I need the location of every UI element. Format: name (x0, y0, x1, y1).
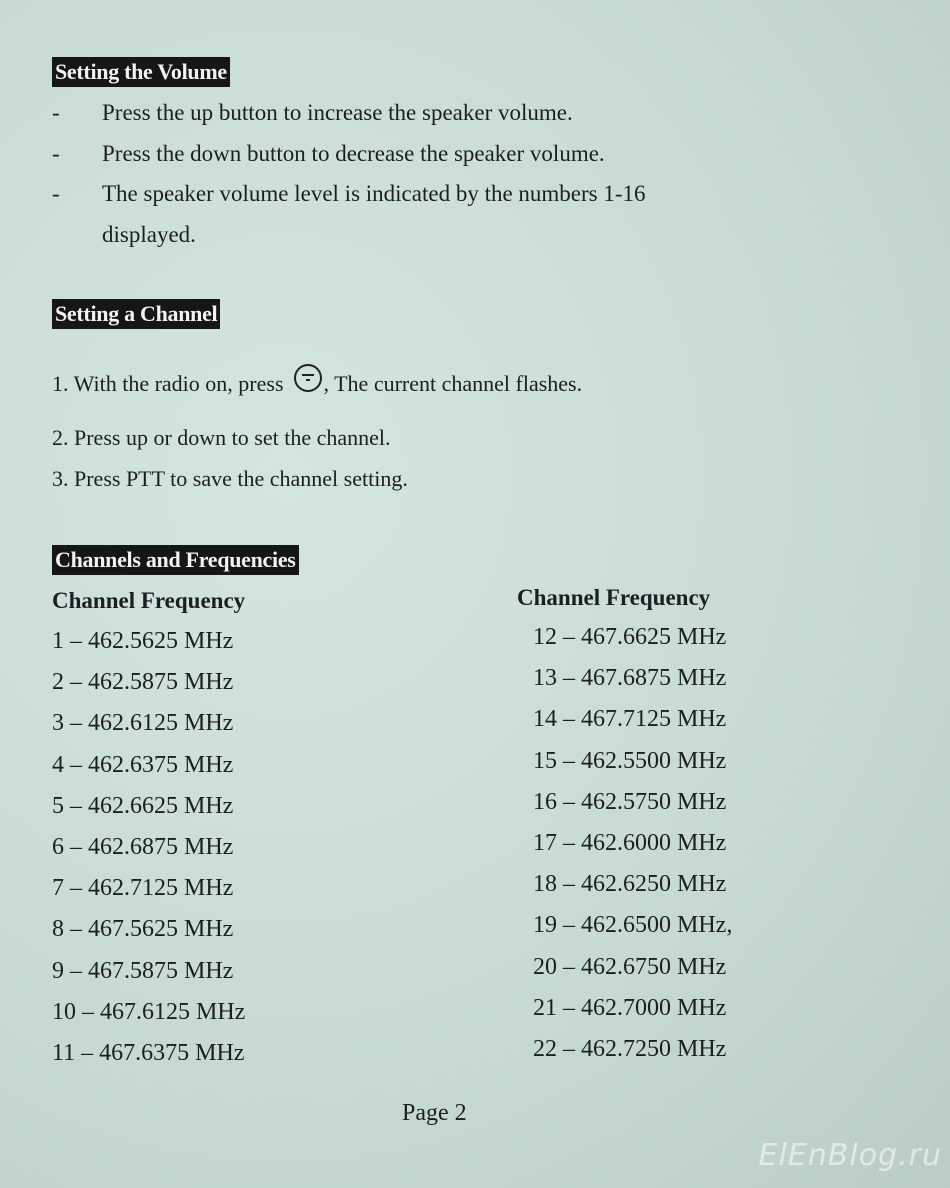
section-heading-volume: Setting the Volume (52, 57, 230, 87)
volume-item-text: Press the down button to decrease the speaker volume. (102, 141, 605, 166)
channel-list-right (533, 622, 732, 1075)
channel-step-3: 3. Press PTT to save the channel setting. (52, 466, 408, 491)
channel-row: 7 – 462.7125 MHz (52, 875, 234, 902)
channel-row: 9 – 467.5875 MHz (52, 957, 234, 984)
channel-row: 22 – 462.7250 MHz (533, 1035, 727, 1062)
channel-row: 18 – 462.6250 MHz (533, 871, 727, 898)
channel-row: 8 – 467.5625 MHz (52, 916, 234, 943)
menu-button-icon (294, 364, 322, 392)
step-1-text-before: 1. With the radio on, press (52, 371, 284, 396)
bullet-dash: - (52, 181, 60, 206)
bullet-dash: - (52, 141, 60, 166)
channel-row: 2 – 462.5875 MHz (52, 669, 234, 696)
page-number: Page 2 (402, 1100, 467, 1126)
section-heading-channel: Setting a Channel (52, 299, 220, 329)
channel-row: 4 – 462.6375 MHz (52, 751, 234, 778)
channel-row: 21 – 462.7000 MHz (533, 994, 727, 1021)
channel-row: 12 – 467.6625 MHz (533, 624, 727, 650)
channel-row: 3 – 462.6125 MHz (52, 710, 234, 737)
channel-list-left (52, 626, 245, 1079)
volume-item-text: The speaker volume level is indicated by the numbers 1-16 (102, 181, 646, 206)
bullet-dash: - (52, 100, 60, 125)
channel-row: 19 – 462.6500 MHz, (533, 912, 733, 939)
channel-row: 14 – 467.7125 MHz (533, 706, 727, 733)
channel-row: 17 – 462.6000 MHz (533, 829, 727, 856)
channel-row: 5 – 462.6625 MHz (52, 792, 234, 819)
column-header-right: Channel Frequency (517, 585, 711, 610)
channel-row: 1 – 462.5625 MHz (52, 628, 234, 654)
channel-row: 11 – 467.6375 MHz (52, 1039, 245, 1066)
step-1-text-after: , The current channel flashes. (323, 371, 583, 396)
channel-row: 20 – 462.6750 MHz (533, 953, 727, 980)
channel-row: 6 – 462.6875 MHz (52, 833, 234, 860)
column-header-left: Channel Frequency (52, 588, 246, 613)
channel-row: 13 – 467.6875 MHz (533, 665, 727, 692)
channel-row: 10 – 467.6125 MHz (52, 998, 246, 1025)
section-heading-frequencies: Channels and Frequencies (52, 545, 299, 575)
channel-step-2: 2. Press up or down to set the channel. (52, 425, 391, 450)
watermark: ElEnBlog.ru (758, 1138, 942, 1173)
volume-item-text: displayed. (102, 222, 196, 247)
channel-row: 15 – 462.5500 MHz (533, 747, 727, 774)
channel-step-1 (52, 369, 582, 400)
volume-item-text: Press the up button to increase the speaker volume. (102, 100, 573, 125)
channel-row: 16 – 462.5750 MHz (533, 788, 727, 815)
